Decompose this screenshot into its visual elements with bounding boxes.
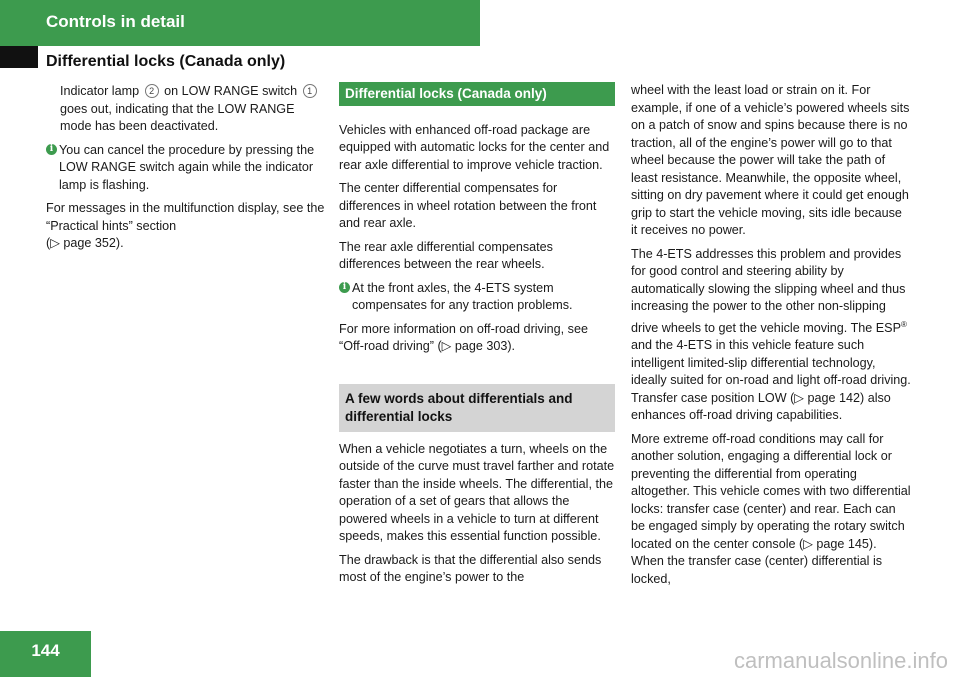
page-reference: (▷ page 352). [46, 236, 124, 250]
info-icon: i [46, 144, 57, 155]
subsection-heading: A few words about differentials and differential locks [339, 384, 615, 432]
info-text: You can cancel the procedure by pressing the LOW RANGE switch again while the indicator lamp is flashing. [59, 142, 315, 192]
subsection-heading: Differential locks (Canada only) [339, 82, 615, 106]
text: and the 4-ETS in this vehicle feature such intelligent limited-slip differential technology, ideally suited for on-road and light off-road driving. Transfer case position LOW (▷ page 142) also enhances off-road driving capabilities. [631, 338, 911, 423]
paragraph [46, 200, 326, 253]
section-marker [0, 46, 38, 68]
paragraph: The drawback is that the differential also sends most of the engine’s power to the [339, 552, 602, 584]
column-right [631, 82, 911, 594]
paragraph: When a vehicle negotiates a turn, wheels on the outside of the curve must travel farther and rotate faster than the inside wheels. The differential, the operation of a set of gears that allows the powered wheels in a vehicle to turn at different speeds, makes this essential function possible. [339, 441, 615, 543]
text: goes out, indicating that the LOW RANGE mode has been deactivated. [60, 101, 295, 133]
info-text: At the front axles, the 4-ETS system compensates for any traction problems. [352, 280, 573, 312]
text: on LOW RANGE switch [164, 84, 298, 98]
paragraph: wheel with the least load or strain on it. For example, if one of a vehicle’s powered wheels sits on a patch of snow and spins because there is no traction, all of the engine’s power will go to that wheel because the power will take the path of least resistance. Meanwhile, the opposite wheel, sitting on dry pavement where it could get enough grip to start the vehicle moving, sits idle because it receives no power. [631, 83, 910, 237]
paragraph: More extreme off-road conditions may call for another solution, engaging a differential lock or preventing the differential from operating altogether. This vehicle comes with two differential locks: transfer case (center) and rear. Each can be engaged simply by operating the rotary switch located on the center console (▷ page 145). When the transfer case (center) differential is locked, [631, 431, 911, 586]
page-number: 144 [31, 641, 60, 660]
callout-number: 2 [145, 84, 159, 98]
watermark: carmanualsonline.info [733, 648, 948, 673]
callout-number: 1 [303, 84, 317, 98]
section-title: Differential locks (Canada only) [46, 53, 286, 70]
text: For messages in the multifunction display, see the “Practical hints” section [46, 201, 325, 233]
paragraph: The center differential compensates for differences in wheel rotation between the front and rear axle. [339, 181, 597, 230]
text: Indicator lamp [60, 84, 140, 98]
column-left [46, 83, 326, 259]
paragraph [631, 246, 911, 425]
paragraph [46, 83, 326, 136]
text: The 4-ETS addresses this problem and provides for good control and steering ability by automatically slowing the slipping wheel and thus increasing the power to the other non-slipping drive wheels to get the vehicle moving. The ESP [631, 246, 906, 335]
info-note [339, 280, 615, 315]
info-note [46, 142, 326, 195]
paragraph: For more information on off-road driving, see “Off-road driving” (▷ page 303). [339, 321, 588, 353]
registered-mark: ® [900, 319, 907, 329]
header-title: Controls in detail [46, 12, 185, 31]
page-number-box [0, 631, 91, 677]
paragraph: Vehicles with enhanced off-road package are equipped with automatic locks for the center and rear axle differential to improve vehicle traction. [339, 122, 610, 172]
info-icon: i [339, 282, 350, 293]
column-middle [339, 82, 615, 593]
paragraph: The rear axle differential compensates differences between the rear wheels. [339, 239, 553, 271]
